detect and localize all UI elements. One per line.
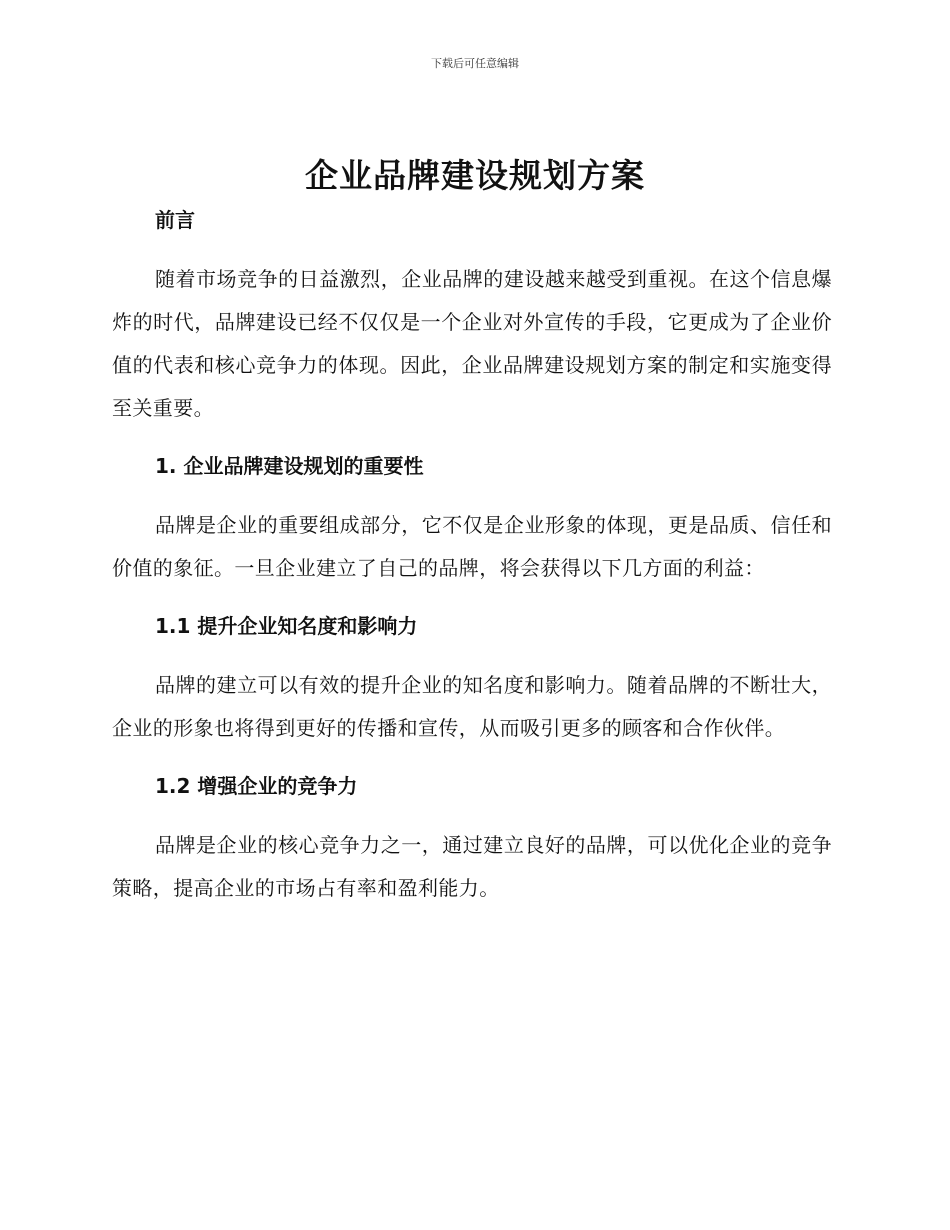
- section-paragraph-importance: 品牌是企业的重要组成部分，它不仅是企业形象的体现，更是品质、信任和价值的象征。一旦企业建立了自己的品牌，将会获得以下几方面的利益：: [112, 513, 832, 580]
- section-heading-competitiveness: 1.2 增强企业的竞争力: [155, 774, 358, 798]
- document-body: [112, 205, 832, 910]
- section-paragraph-competitiveness: 品牌是企业的核心竞争力之一，通过建立良好的品牌，可以优化企业的竞争策略，提高企业的市场占有率和盈利能力。: [112, 833, 832, 900]
- section-heading-awareness: 1.1 提升企业知名度和影响力: [155, 614, 418, 638]
- section-paragraph-awareness: 品牌的建立可以有效的提升企业的知名度和影响力。随着品牌的不断壮大，企业的形象也将得到更好的传播和宣传，从而吸引更多的顾客和合作伙伴。: [112, 673, 832, 740]
- section-heading-preface: 前言: [155, 208, 195, 232]
- section-paragraph-preface: 随着市场竞争的日益激烈，企业品牌的建设越来越受到重视。在这个信息爆炸的时代，品牌建设已经不仅仅是一个企业对外宣传的手段，它更成为了企业价值的代表和核心竞争力的体现。因此，企业品牌建设规划方案的制定和实施变得至关重要。: [112, 267, 832, 420]
- section-heading-importance: 1. 企业品牌建设规划的重要性: [155, 454, 424, 478]
- page-header-note: 下载后可任意编辑: [431, 57, 519, 70]
- document-title: 企业品牌建设规划方案: [305, 156, 645, 195]
